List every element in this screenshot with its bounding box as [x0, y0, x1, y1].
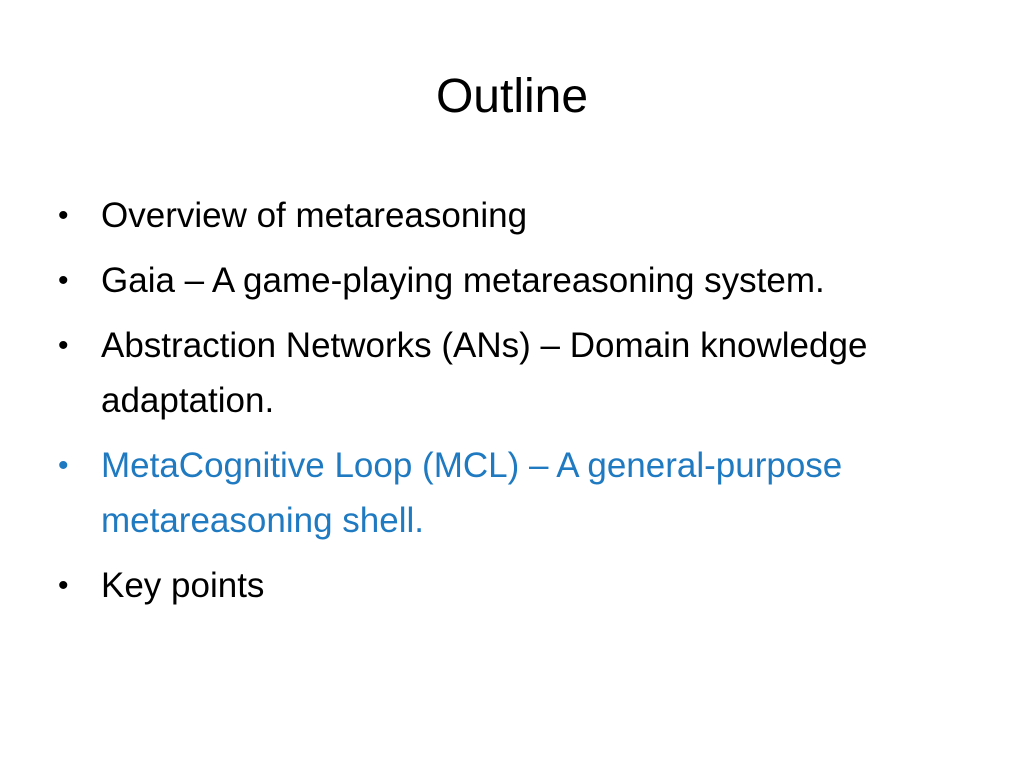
bullet-item-mcl [56, 438, 996, 548]
bullet-icon: • [58, 449, 69, 482]
bullet-icon: • [58, 569, 69, 602]
bullet-icon: • [58, 199, 69, 232]
bullet-icon: • [58, 264, 69, 297]
bullet-text: Overview of metareasoning [101, 196, 528, 235]
bullet-item-abstraction-networks [56, 318, 996, 428]
bullet-text: MetaCognitive Loop (MCL) – A general-purpose metareasoning shell. [101, 446, 843, 540]
slide-title: Outline [435, 70, 589, 123]
bullet-text: Gaia – A game-playing metareasoning system. [101, 261, 825, 300]
bullet-icon: • [58, 329, 69, 362]
bullet-text: Key points [101, 566, 265, 605]
bullet-item-gaia [56, 253, 996, 308]
bullet-text: Abstraction Networks (ANs) – Domain knowledge adaptation. [101, 326, 868, 420]
bullet-list [56, 188, 996, 623]
bullet-item-overview [56, 188, 996, 243]
bullet-item-key-points [56, 558, 996, 613]
